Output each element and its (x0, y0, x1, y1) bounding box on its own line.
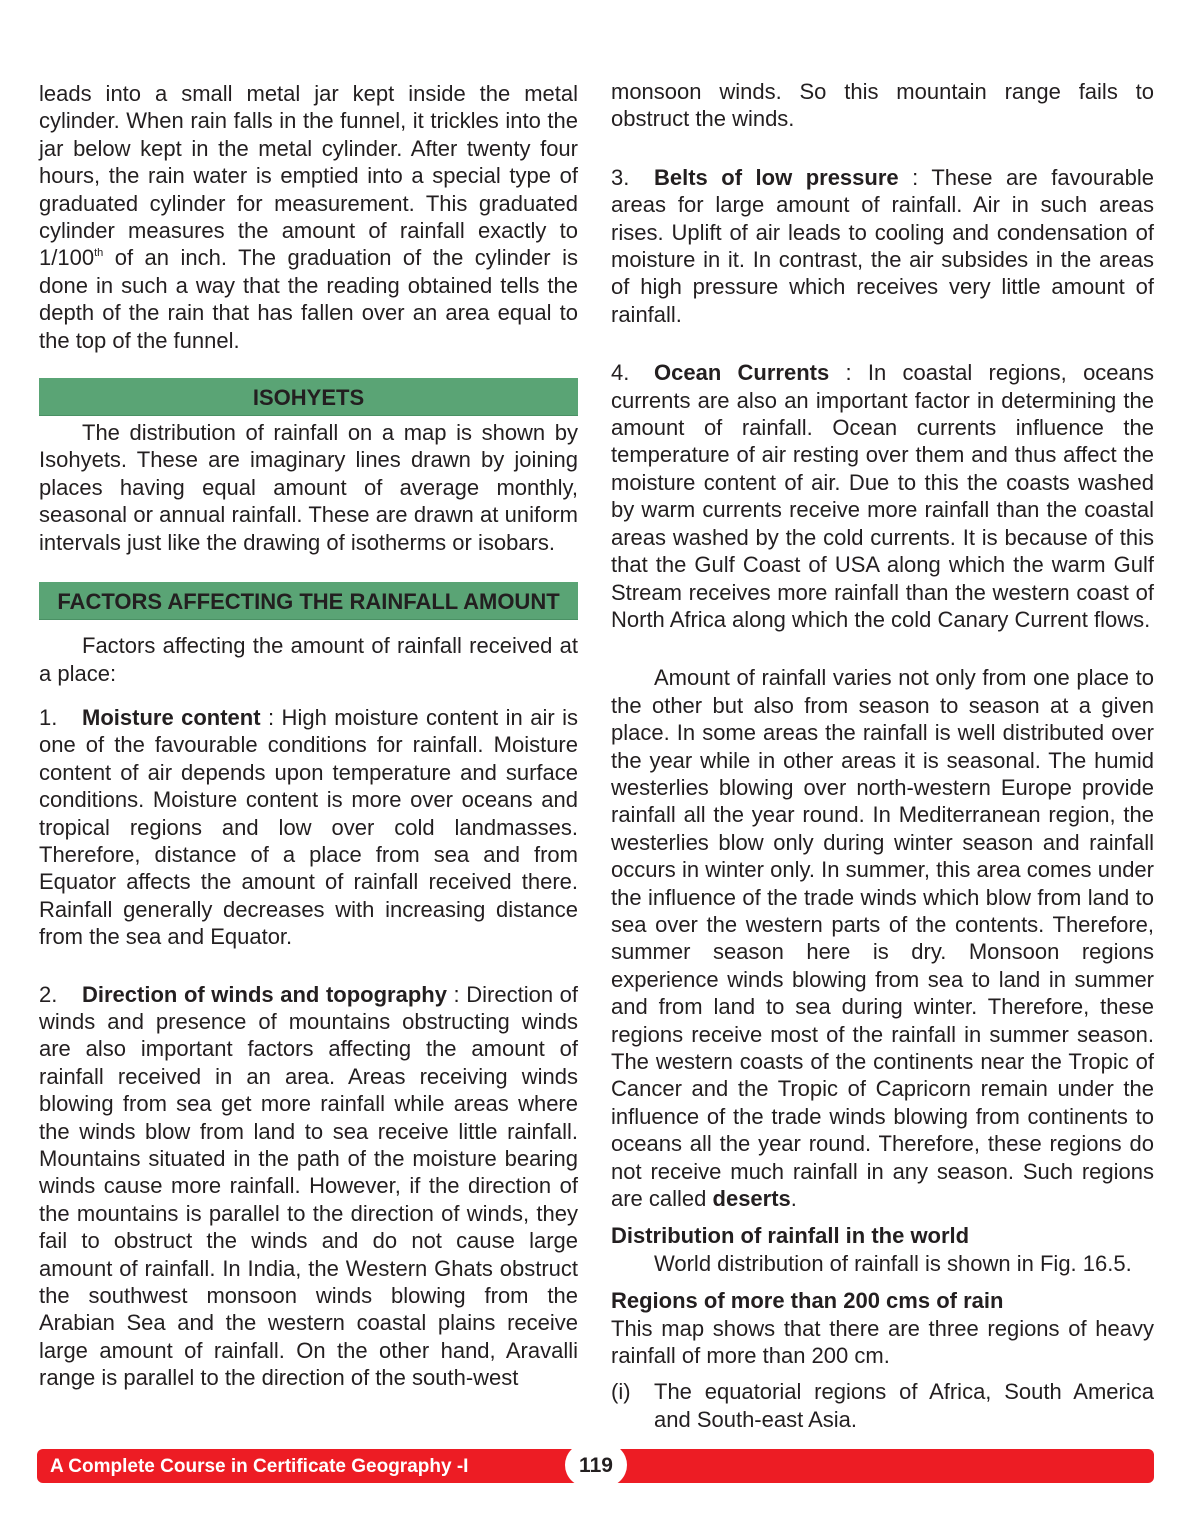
isohyets-paragraph: The distribution of rainfall on a map is shown by Isohyets. These are imaginary lines drawn by joining places having equal amount of average monthly, seasonal or annual rainfall. These are drawn at uniform intervals just like the drawing of isotherms or isobars. (39, 420, 578, 555)
intro-paragraph: leads into a small metal jar kept inside the metal cylinder. When rain falls in the funnel, it trickles into the jar below kept in the metal cylinder. After twenty four hours, the rain water is emptied into a special type of graduated cylinder for measurement. This graduated cylinder measures the amount of rainfall exactly to 1/100th of an inch. The graduation of the cylinder is done in such a way that the reading obtained tells the depth of the rain that has fallen over an area equal to the top of the funnel. (39, 81, 578, 353)
factor-moisture: 1. Moisture content : High moisture content in air is one of the favourable conditions for rainfall. Moisture content of air depends upon temperature and surface conditions. Moisture content is more over oceans and tropical regions and low over cold landmasses. Therefore, distance of a place from sea and from Equator affects the amount of rainfall received there. Rainfall generally decreases with increasing distance from the sea and Equator. (39, 704, 578, 950)
factor-ocean-currents: 4. Ocean Currents : In coastal regions, oceans currents are also an important factor in determining the amount of rainfall. Ocean currents influence the temperature of air resting over them and thus affect the moisture content of air. Due to this the coasts washed by warm currents receive more rainfall than the coastal areas washed by the cold currents. It is because of this that the Gulf Coast of USA along which the warm Gulf Stream receives more rainfall than the western coast of North Africa along which the cold Canary Current flows. (611, 360, 1155, 632)
page-footer (37, 1449, 1154, 1483)
list-item-label: (i) (611, 1379, 631, 1405)
list-item (611, 1378, 1154, 1433)
isohyets-heading: ISOHYETS (39, 378, 578, 416)
distribution-heading: Distribution of rainfall in the world (611, 1223, 970, 1249)
rainfall-variation-paragraph: Amount of rainfall varies not only from one place to the other but also from season to season at a given place. In some areas the rainfall is well distributed over the year while in other areas it is seasonal. The humid westerlies blowing over north-western Europe provide rainfall all the year round. In Mediterranean region, the westerlies blow only during winter season and rainfall occurs in winter only. In summer, this area comes under the influence of the trade winds which blow from land to sea over the western parts of the contents. Therefore, summer season here is dry. Monsoon regions experience winds blowing from sea to land in summer and from land to sea during winter. Therefore, these regions receive most of the rainfall in summer season. The western coasts of the continents near the Tropic of Cancer and the Tropic of Capricorn remain under the influence of the trade winds blowing from continents to oceans all the year round. Therefore, these regions do not receive much rainfall in any season. Such regions are called deserts. (611, 665, 1154, 1212)
regions-heading: Regions of more than 200 cms of rain (611, 1288, 1004, 1314)
right-column (611, 78, 1154, 1433)
factor-winds: 2. Direction of winds and topography : Direction of winds and presence of mountains obstructing winds are also important factors affecting the amount of rainfall received in an area. Areas receiving winds blowing from sea get more rainfall while areas where the winds blow from land to sea receive little rainfall. Mountains situated in the path of the moisture bearing winds cause more rainfall. However, if the direction of the mountains is parallel to the direction of winds, they fail to obstruct the winds and do not cause large amount of rainfall. In India, the Western Ghats obstruct the southwest monsoon winds blowing from the Arabian Sea and the western coastal plains receive large amount of rainfall. On the other hand, Aravalli range is parallel to the direction of the south-west (39, 981, 578, 1391)
list-item-text: The equatorial regions of Africa, South America and South-east Asia. (654, 1379, 1154, 1432)
book-title: A Complete Course in Certificate Geography -I (50, 1456, 469, 1477)
regions-text: This map shows that there are three regions of heavy rainfall of more than 200 cm. (611, 1315, 1154, 1369)
page-number: 119 (565, 1443, 627, 1487)
factors-heading: FACTORS AFFECTING THE RAINFALL AMOUNT (39, 582, 578, 620)
continuation-paragraph: monsoon winds. So this mountain range fails to obstruct the winds. (611, 79, 1154, 132)
distribution-text: World distribution of rainfall is shown in Fig. 16.5. (654, 1250, 1132, 1276)
left-column (39, 80, 578, 1392)
factors-intro: Factors affecting the amount of rainfall received at a place: (39, 633, 578, 686)
factor-low-pressure: 3. Belts of low pressure : These are favourable areas for large amount of rainfall. Air in such areas rises. Uplift of air leads to cooling and condensation of moisture in it. In contrast, the air subsides in the areas of high pressure which receives very little amount of rainfall. (611, 164, 1154, 327)
